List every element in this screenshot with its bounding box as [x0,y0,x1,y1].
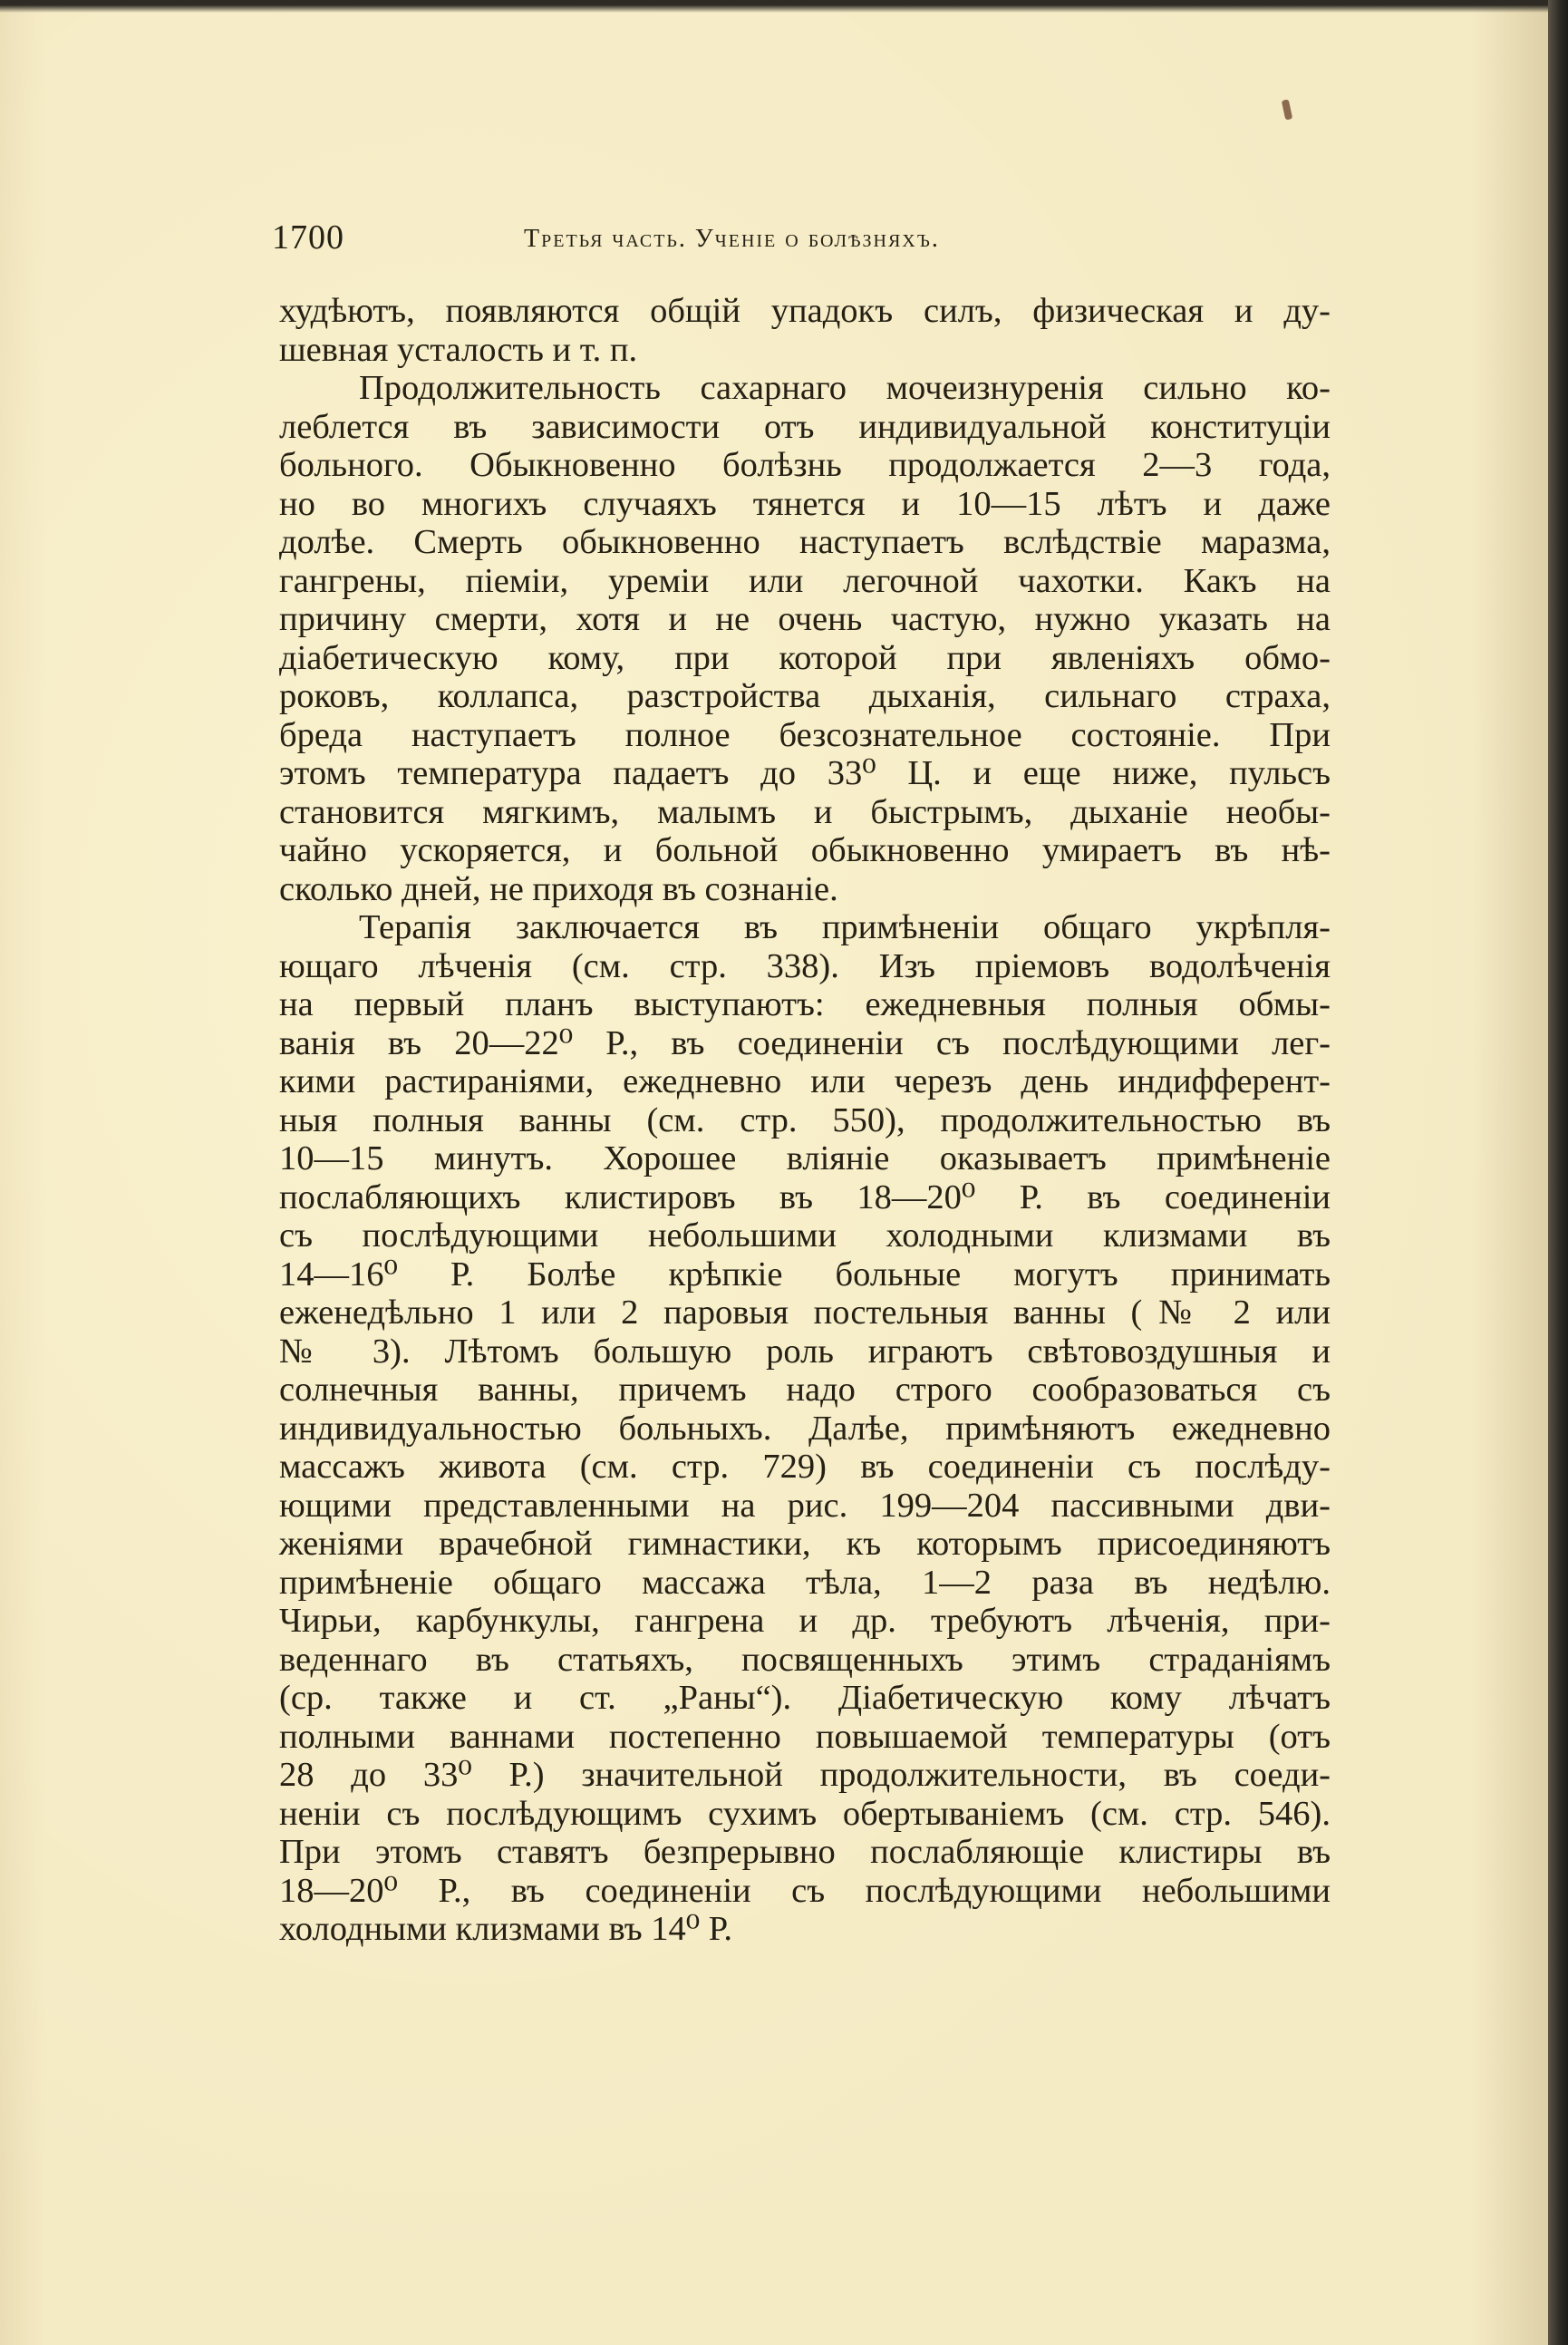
text-line: веденнаго въ статьяхъ, посвященныхъ этимъ страданiямъ [279,1640,1331,1679]
text-line: на первый планъ выступаютъ: ежедневныя полныя обмы- [279,985,1331,1023]
text-line: дiабетическую кому, при которой при явленiяхъ обмо- [279,638,1331,677]
text-line: съ послѣдующими небольшими холодными клизмами въ [279,1216,1331,1255]
page-number: 1700 [272,218,344,257]
text-line: шевная усталость и т. п. [279,330,638,369]
text-line: ющими представленными на рис. 199—204 пассивными дви- [279,1486,1331,1525]
text-line: больного. Обыкновенно болѣзнь продолжается 2—3 года, [279,446,1331,484]
text-line: Продолжительность сахарнаго мочеизнуренiя сильно ко- [359,369,1331,407]
text-line: солнечныя ванны, причемъ надо строго сообразоваться съ [279,1371,1331,1409]
text-line: этомъ температура падаетъ до 33⁰ Ц. и еще ниже, пульсъ [279,754,1331,792]
running-title: Третья часть. Ученiе о болѣзняхъ. [524,225,940,253]
text-line: ныя полныя ванны (см. стр. 550), продолжительностью въ [279,1100,1331,1139]
text-line: ненiи съ послѣдующимъ сухимъ обертыванiемъ (см. стр. 546). [279,1794,1331,1833]
text-line: причину смерти, хотя и не очень частую, нужно указать на [279,600,1331,638]
text-line: чайно ускоряется, и больной обыкновенно умираетъ въ нѣ- [279,831,1331,869]
text-line: № 3). Лѣтомъ большую роль играютъ свѣтовоздушныя и [279,1332,1331,1371]
text-line: примѣненiе общаго массажа тѣла, 1—2 раза въ недѣлю. [279,1563,1331,1602]
text-line: полными ваннами постепенно повышаемой температуры (отъ [279,1717,1331,1756]
text-line: индивидуальностью больныхъ. Далѣе, примѣняютъ ежедневно [279,1409,1331,1448]
ink-smudge [1282,99,1292,120]
page-top-edge [0,0,1548,13]
text-line: 18—20⁰ Р., въ соединенiи съ послѣдующими небольшими [279,1871,1331,1910]
text-line: массажъ живота (см. стр. 729) въ соединенiи съ послѣду- [279,1448,1331,1486]
text-line: кими растиранiями, ежедневно или черезъ день индифферент- [279,1062,1331,1100]
text-line: еженедѣльно 1 или 2 паровыя постельныя ванны (№ 2 или [279,1294,1331,1332]
text-line: При этомъ ставятъ безпрерывно послабляющiе клистиры въ [279,1833,1331,1871]
text-line: долѣе. Смерть обыкновенно наступаетъ вслѣдствiе маразма, [279,523,1331,561]
body-text [279,292,1331,1949]
text-line: Чирьи, карбункулы, гангрена и др. требуютъ лѣченiя, при- [279,1602,1331,1640]
text-line: леблется въ зависимости отъ индивидуальной конституцiи [279,407,1331,446]
text-line: 28 до 33⁰ Р.) значительной продолжительности, въ соеди- [279,1756,1331,1794]
text-line: но во многихъ случаяхъ тянется и 10—15 лѣтъ и даже [279,484,1331,523]
text-line: роковъ, коллапса, разстройства дыханiя, сильнаго страха, [279,677,1331,715]
text-line: 10—15 минутъ. Хорошее влiянiе оказываетъ примѣненiе [279,1139,1331,1177]
book-spine-edge [1548,0,1568,2345]
text-line: послабляющихъ клистировъ въ 18—20⁰ Р. въ соединенiи [279,1177,1331,1216]
text-line: худѣютъ, появляются общiй упадокъ силъ, физическая и ду- [279,292,1331,330]
text-line: 14—16⁰ Р. Болѣе крѣпкiе больные могутъ принимать [279,1255,1331,1294]
text-line: становится мягкимъ, малымъ и быстрымъ, дыханiе необы- [279,792,1331,831]
text-line: бреда наступаетъ полное безсознательное состоянiе. При [279,715,1331,754]
text-line: сколько дней, не приходя въ сознанiе. [279,869,838,908]
text-line: Терапiя заключается въ примѣненiи общаго укрѣпля- [359,908,1331,946]
text-line: холодными клизмами въ 14⁰ Р. [279,1910,733,1948]
text-line: гангрены, пiемiи, уремiи или легочной чахотки. Какъ на [279,561,1331,600]
text-line: ванiя въ 20—22⁰ Р., въ соединенiи съ послѣдующими лег- [279,1023,1331,1062]
text-line: женiями врачебной гимнастики, къ которымъ присоединяютъ [279,1525,1331,1563]
running-header [272,218,1332,272]
text-line: ющаго лѣченiя (см. стр. 338). Изъ прiемовъ водолѣченiя [279,946,1331,985]
text-line: (ср. также и ст. „Раны“). Дiабетическую кому лѣчатъ [279,1679,1331,1717]
